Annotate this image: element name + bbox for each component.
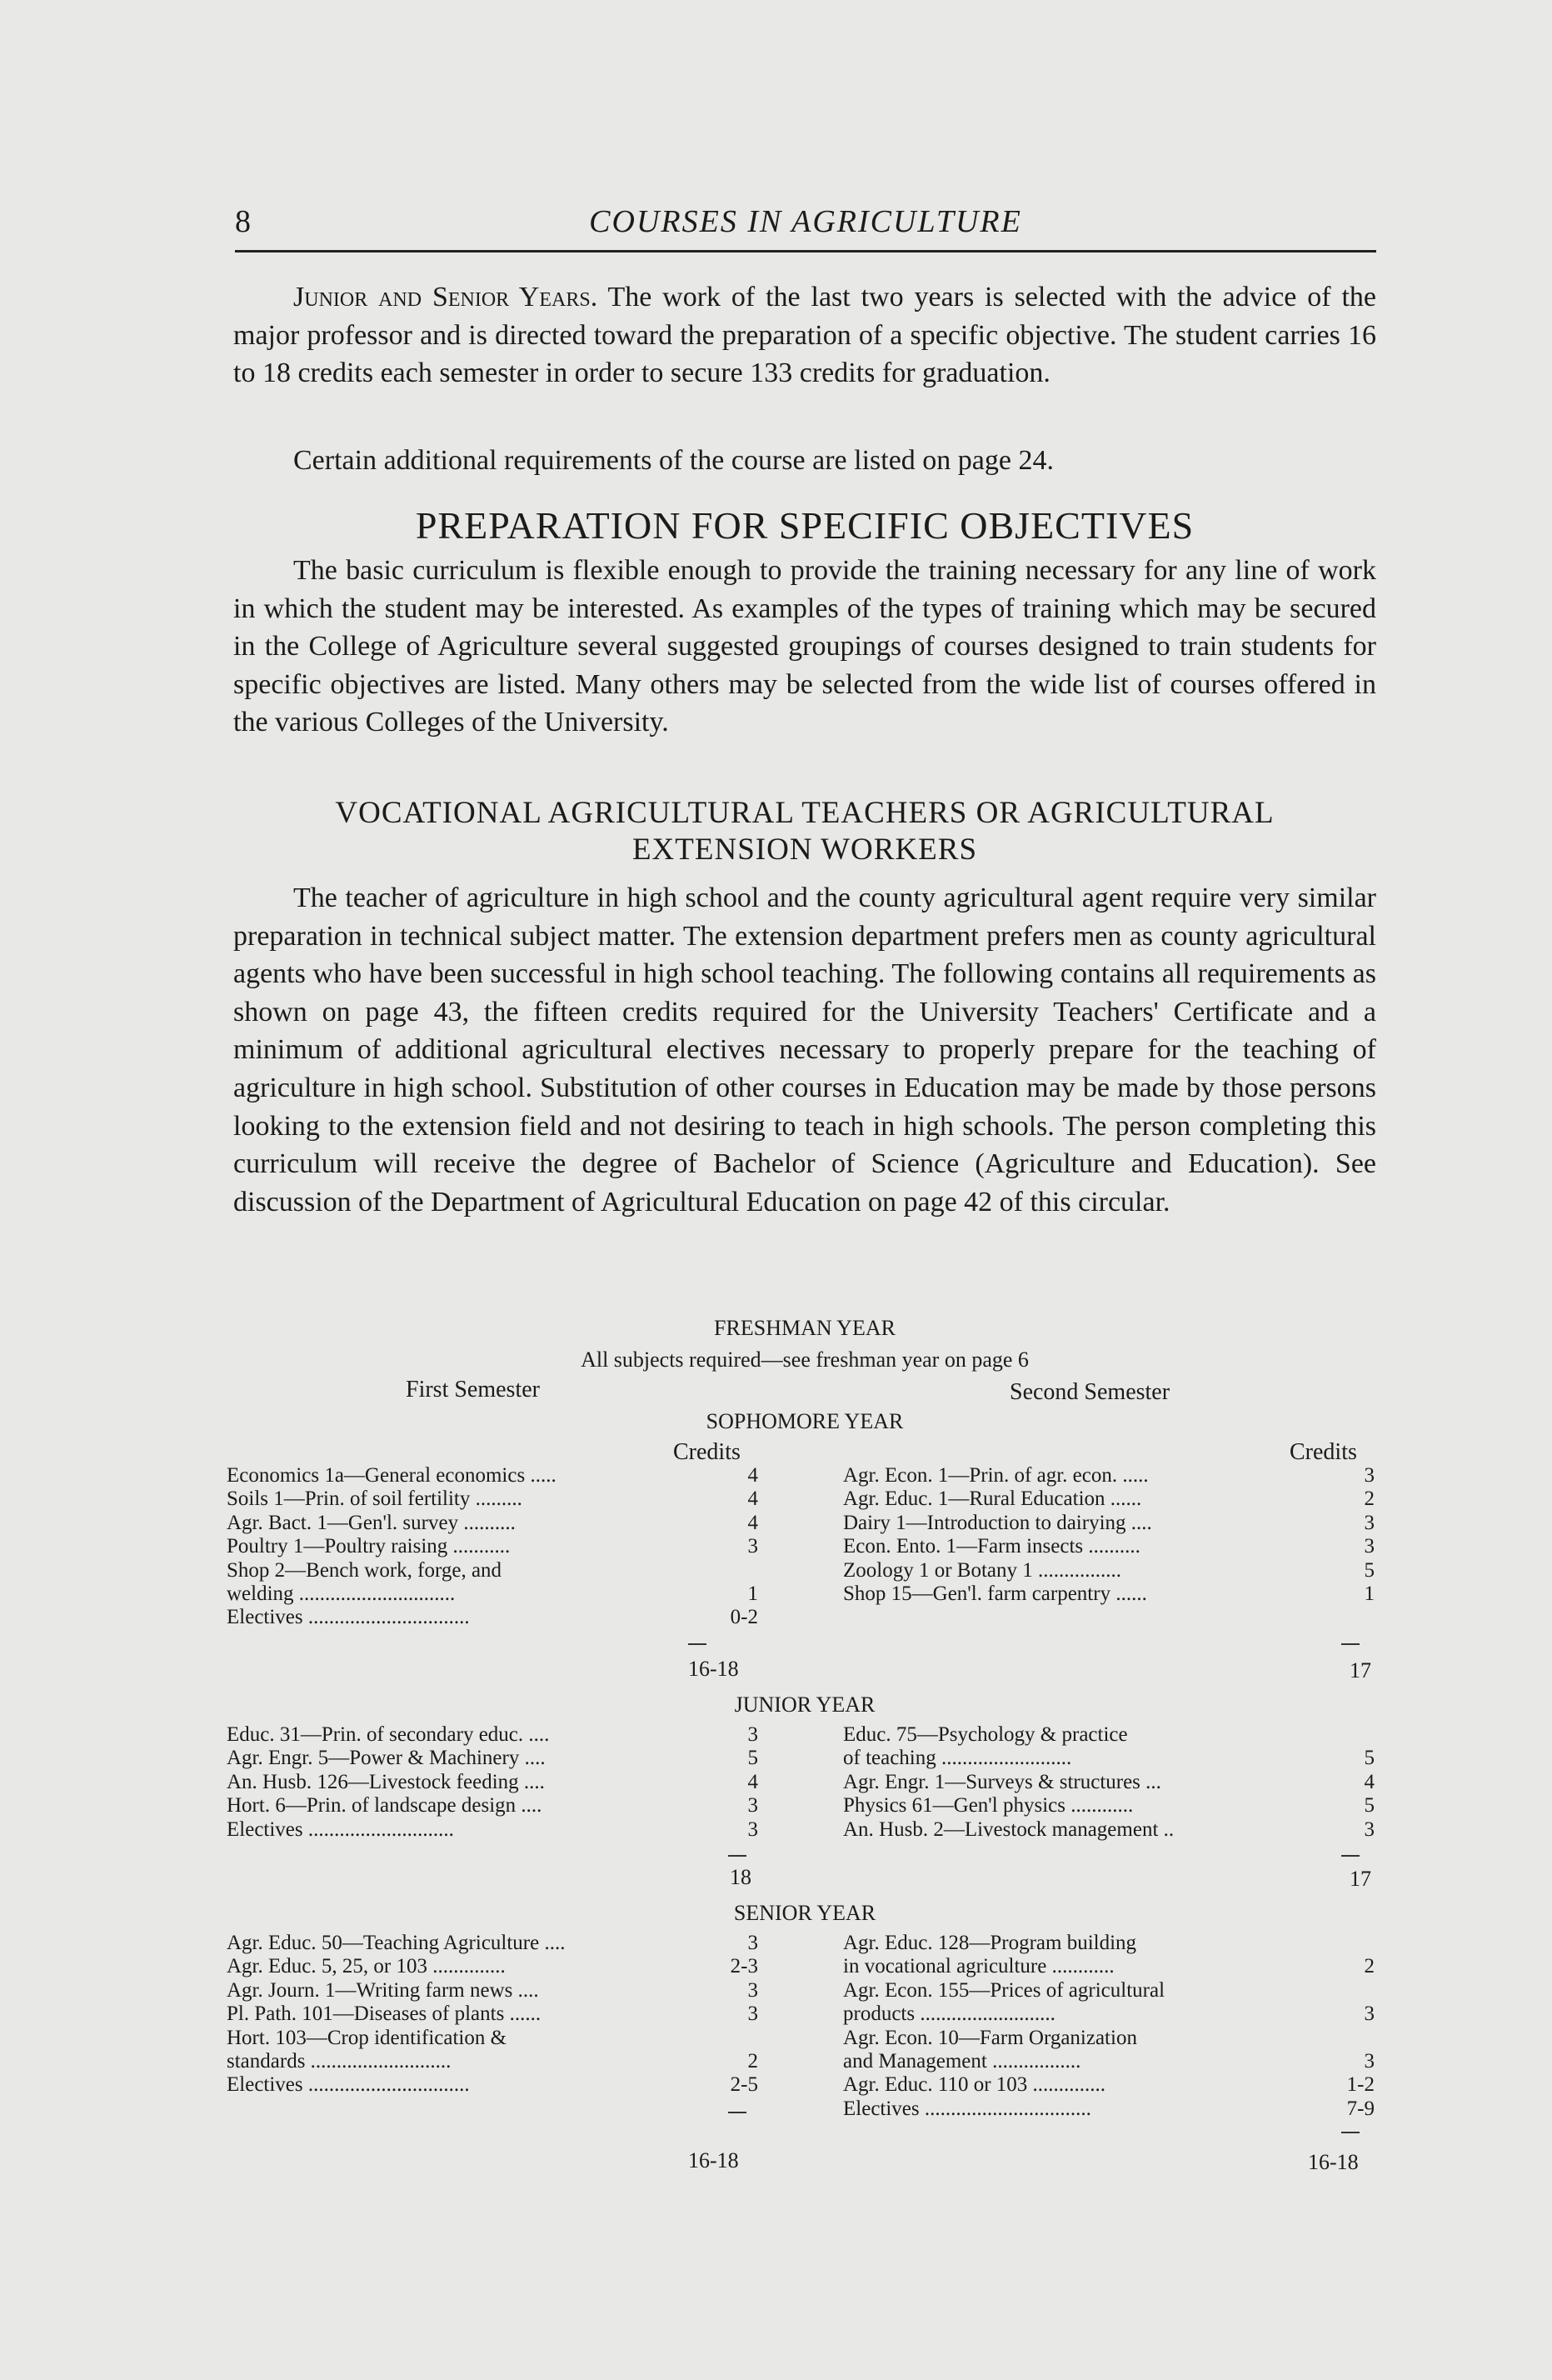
voc-heading [233, 795, 1376, 868]
course-credits: 2-3 [730, 1955, 758, 1978]
course-credits: 0-2 [730, 1606, 758, 1629]
course-credits: 3 [1364, 2002, 1375, 2026]
course-name: products .......................... [843, 2002, 1055, 2026]
junior-second-semester [843, 1723, 1375, 1842]
course-name: of teaching ......................... [843, 1747, 1072, 1770]
course-row [843, 2050, 1375, 2073]
course-name: Poultry 1—Poultry raising ........... [227, 1535, 511, 1558]
course-name: Agr. Educ. 110 or 103 .............. [843, 2073, 1106, 2097]
senior-first-total: 16-18 [688, 2148, 739, 2172]
course-credits: 3 [747, 1794, 758, 1818]
course-credits: 2-5 [730, 2073, 758, 2097]
course-row [843, 1771, 1375, 1794]
course-credits: 5 [1364, 1794, 1375, 1818]
course-row [227, 1747, 758, 1770]
course-name: Agr. Educ. 128—Program building [843, 1932, 1137, 1954]
senior-second-semester [843, 1932, 1375, 2121]
sum-rule [728, 1855, 746, 1857]
course-row [843, 1723, 1375, 1747]
course-name: Agr. Engr. 5—Power & Machinery .... [227, 1747, 546, 1770]
course-name: Hort. 103—Crop identification & [227, 2026, 507, 2049]
course-row [227, 1955, 758, 1978]
sophomore-heading: SOPHOMORE YEAR [706, 1409, 904, 1433]
course-name: and Management ................. [843, 2049, 1081, 2072]
course-credits: 1 [747, 1582, 758, 1605]
course-credits: 3 [747, 1932, 758, 1954]
sophomore-first-total: 16-18 [688, 1657, 739, 1681]
course-credits: 4 [747, 1511, 758, 1534]
first-semester-label: First Semester [406, 1377, 540, 1402]
course-name: Agr. Educ. 5, 25, or 103 .............. [227, 1955, 506, 1978]
course-row [843, 1582, 1375, 1606]
course-credits: 3 [1364, 1511, 1375, 1534]
course-row [227, 2027, 758, 2050]
course-name: Agr. Educ. 50—Teaching Agriculture .... [227, 1932, 566, 1954]
course-row [227, 1512, 758, 1535]
course-credits: 3 [1364, 1535, 1375, 1558]
course-credits: 1-2 [1346, 2073, 1375, 2097]
course-row [843, 2002, 1375, 2026]
course-row [227, 2073, 758, 2097]
course-name: Dairy 1—Introduction to dairying .... [843, 1511, 1152, 1534]
senior-second-total: 16-18 [1308, 2150, 1359, 2174]
course-name: Agr. Econ. 155—Prices of agricultural [843, 1978, 1165, 2002]
course-name: Economics 1a—General economics ..... [227, 1464, 556, 1487]
course-row [227, 1932, 758, 1955]
sophomore-credits-label-second: Credits [1290, 1439, 1357, 1465]
course-name: Agr. Engr. 1—Surveys & structures ... [843, 1770, 1161, 1793]
prep-heading: PREPARATION FOR SPECIFIC OBJECTIVES [415, 504, 1195, 547]
course-name: Agr. Econ. 1—Prin. of agr. econ. ..... [843, 1464, 1149, 1487]
sophomore-credits-label-first: Credits [673, 1439, 741, 1465]
course-name: in vocational agriculture ............ [843, 1955, 1115, 1978]
course-credits: 3 [1364, 1464, 1375, 1487]
course-row [843, 1747, 1375, 1770]
course-name: An. Husb. 2—Livestock management .. [843, 1818, 1175, 1841]
junior-first-semester [227, 1723, 758, 1842]
course-credits: 5 [1364, 1747, 1375, 1770]
junior-heading: JUNIOR YEAR [734, 1692, 876, 1717]
course-name: Agr. Journ. 1—Writing farm news .... [227, 1978, 539, 2002]
page-number: 8 [235, 204, 251, 239]
course-name: Shop 15—Gen'l. farm carpentry ...... [843, 1582, 1147, 1605]
course-name: Econ. Ento. 1—Farm insects .......... [843, 1535, 1140, 1558]
course-name: Zoology 1 or Botany 1 ................ [843, 1558, 1122, 1582]
course-credits: 5 [1364, 1558, 1375, 1582]
course-row [843, 1488, 1375, 1511]
course-row [843, 1535, 1375, 1558]
course-credits: 4 [747, 1488, 758, 1511]
course-name: Educ. 75—Psychology & practice [843, 1723, 1128, 1746]
course-credits: 3 [1364, 2049, 1375, 2072]
intro-lead: Junior and Senior Years. [293, 282, 598, 312]
sophomore-second-semester [843, 1464, 1375, 1606]
course-row [843, 2027, 1375, 2050]
course-row [227, 1723, 758, 1747]
course-credits: 3 [747, 1978, 758, 2002]
course-row [227, 1794, 758, 1818]
course-credits: 3 [747, 2002, 758, 2026]
course-row [843, 1979, 1375, 2002]
course-name: Shop 2—Bench work, forge, and [227, 1558, 502, 1582]
course-row [227, 1606, 758, 1629]
course-row [227, 2002, 758, 2026]
course-row [843, 2073, 1375, 2097]
course-credits: 2 [747, 2049, 758, 2072]
sum-rule [1341, 2132, 1360, 2133]
sum-rule [1341, 1855, 1360, 1857]
course-row [227, 1979, 758, 2002]
course-row [227, 1464, 758, 1488]
course-credits: 4 [747, 1770, 758, 1793]
course-row [227, 1488, 758, 1511]
course-name: Pl. Path. 101—Diseases of plants ...... [227, 2002, 541, 2026]
course-name: Electives ............................ [227, 1818, 454, 1841]
voc-heading-line1: VOCATIONAL AGRICULTURAL TEACHERS OR AGRICULTURAL [335, 796, 1275, 830]
course-name: Soils 1—Prin. of soil fertility ......... [227, 1488, 522, 1511]
course-credits: 1 [1364, 1582, 1375, 1605]
course-credits: 4 [747, 1464, 758, 1487]
course-row [227, 1535, 758, 1558]
course-row [843, 1955, 1375, 1978]
additional-requirements: Certain additional requirements of the course are listed on page 24. [293, 445, 1054, 476]
sophomore-second-total: 17 [1350, 1658, 1371, 1682]
junior-first-total: 18 [730, 1865, 751, 1889]
sophomore-first-semester [227, 1464, 758, 1630]
prep-paragraph: The basic curriculum is flexible enough to provide the training necessary for any line of work in which the student may be interested. As examples of the types of training which may be secured in the College of Agriculture several suggested groupings of courses designed to train students for specific objectives are listed. Many others may be selected from the wide list of courses offered in the various Colleges of the University. [233, 555, 1376, 738]
course-row [843, 1932, 1375, 1955]
course-name: Educ. 31—Prin. of secondary educ. .... [227, 1723, 550, 1746]
freshman-heading: FRESHMAN YEAR [714, 1316, 896, 1340]
course-credits: 3 [1364, 1818, 1375, 1841]
sum-rule [728, 2112, 746, 2113]
course-row [227, 1582, 758, 1606]
course-name: Agr. Econ. 10—Farm Organization [843, 2026, 1137, 2049]
course-row [227, 1818, 758, 1842]
course-name: Electives ............................... [227, 1606, 470, 1629]
page-header [235, 203, 1376, 252]
running-title: COURSES IN AGRICULTURE [589, 204, 1022, 239]
course-name: Hort. 6—Prin. of landscape design .... [227, 1794, 542, 1818]
course-name: welding .............................. [227, 1582, 456, 1605]
course-row [843, 2098, 1375, 2121]
sum-rule [1341, 1643, 1360, 1645]
course-name: Agr. Bact. 1—Gen'l. survey .......... [227, 1511, 516, 1534]
course-credits: 4 [1364, 1770, 1375, 1793]
course-name: Agr. Educ. 1—Rural Education ...... [843, 1488, 1142, 1511]
course-name: Electives ............................... [227, 2073, 470, 2097]
course-row [843, 1818, 1375, 1842]
senior-heading: SENIOR YEAR [733, 1901, 876, 1925]
course-row [227, 2050, 758, 2073]
course-row [227, 1559, 758, 1582]
course-row [843, 1794, 1375, 1818]
second-semester-label: Second Semester [1010, 1379, 1170, 1405]
freshman-note: All subjects required—see freshman year on page 6 [581, 1348, 1029, 1372]
intro-text: The work of the last two years is selected with the advice of the major professor and is directed toward the preparation of a specific objective. The student carries 16 to 18 credits each semester in order to secure 133 credits for graduation. [233, 282, 1376, 389]
sum-rule [688, 1643, 706, 1645]
senior-first-semester [227, 1932, 758, 2098]
course-credits: 7-9 [1346, 2097, 1375, 2120]
course-row [843, 1512, 1375, 1535]
course-credits: 5 [747, 1747, 758, 1770]
course-credits: 3 [747, 1535, 758, 1558]
intro-paragraph [233, 278, 1376, 392]
course-credits: 3 [747, 1818, 758, 1841]
course-row [227, 1771, 758, 1794]
course-name: Electives ................................ [843, 2097, 1091, 2120]
course-row [843, 1464, 1375, 1488]
course-credits: 2 [1364, 1488, 1375, 1511]
course-name: standards ........................... [227, 2049, 452, 2072]
course-row [843, 1559, 1375, 1582]
course-name: An. Husb. 126—Livestock feeding .... [227, 1770, 545, 1793]
course-credits: 2 [1364, 1955, 1375, 1978]
junior-second-total: 17 [1350, 1867, 1371, 1891]
course-credits: 3 [747, 1723, 758, 1746]
course-name: Physics 61—Gen'l physics ............ [843, 1794, 1134, 1818]
voc-paragraph: The teacher of agriculture in high school and the county agricultural agent require very similar preparation in technical subject matter. The extension department prefers men as county agricultural agents who have been successful in high school teaching. The following contains all requirements as shown on page 43, the fifteen credits required for the University Teachers' Certificate and a minimum of additional agricultural electives necessary to properly prepare for the teaching of agriculture in high school. Substitution of other courses in Education may be made by those persons looking to the extension field and not desiring to teach in high schools. The person completing this curriculum will receive the degree of Bachelor of Science (Agriculture and Education). See discussion of the Department of Agricultural Education on page 42 of this circular. [233, 882, 1376, 1218]
voc-heading-line2: EXTENSION WORKERS [631, 832, 978, 867]
